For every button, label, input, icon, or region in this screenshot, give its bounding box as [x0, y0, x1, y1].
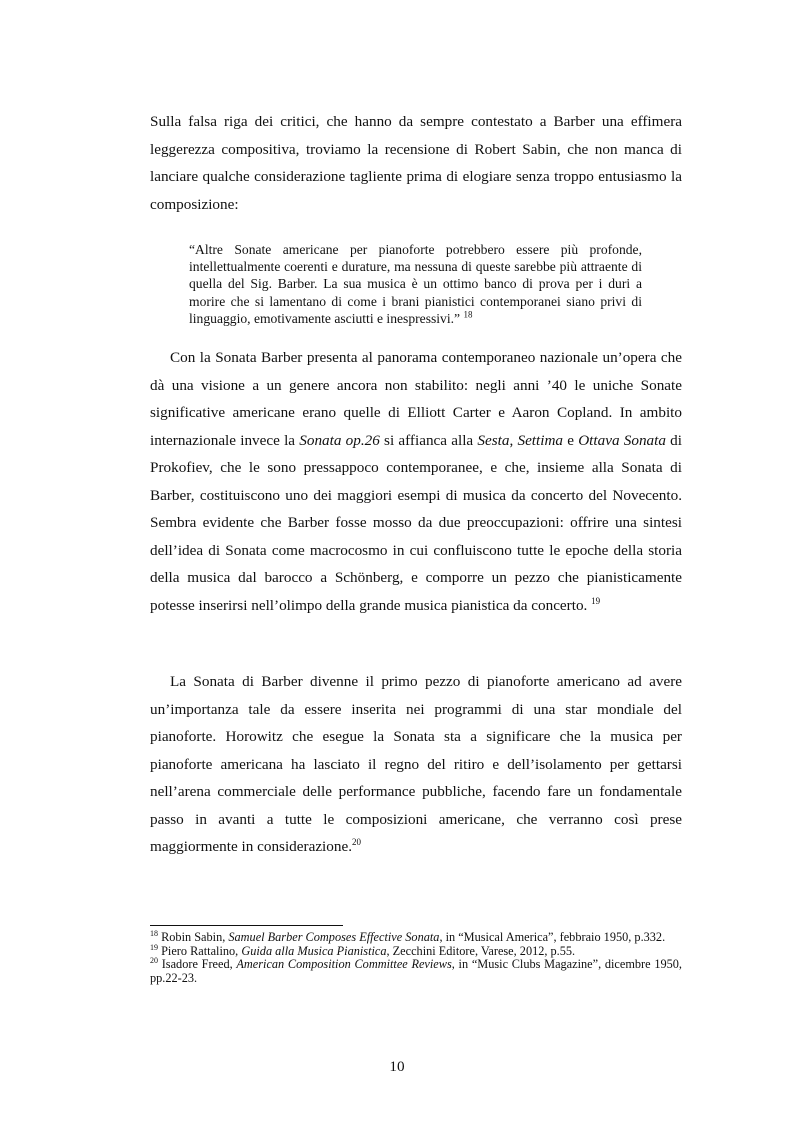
paragraph-sonata-context: [150, 344, 682, 619]
footnote-text: Piero Rattalino,: [158, 943, 242, 958]
p2-text-2: si affianca alla: [379, 431, 478, 449]
footnote-ref-20[interactable]: 20: [352, 836, 362, 847]
footnote-title: Samuel Barber Composes Effective Sonata: [228, 930, 440, 944]
footnote-text: Robin Sabin,: [158, 930, 229, 944]
p2-italic-sesta: Sesta: [477, 431, 510, 449]
p2-text-5: di Prokofiev, che le sono pressappoco contemporanee, e che, insieme alla Sonata di Barber, costituiscono uno dei maggiori esempi di musica da concerto del Novecento. Sembra evidente che Barber fosse mosso da due preoccupazioni: offrire una sintesi dell’idea di Sonata come macrocosmo in cui confluiscono tutte le epoche della storia della musica dal barocco a Schönberg, e comporre un pezzo che pianisticamente potesse inserirsi nell’olimpo della grande musica pianistica da concerto.: [150, 431, 682, 614]
footnote-title: American Composition Committee Reviews: [236, 957, 452, 972]
footnote-ref-18[interactable]: 18: [463, 309, 473, 320]
footnote-text: Isadore Freed,: [158, 957, 237, 972]
footnotes: [150, 928, 682, 985]
footnote-number: 19: [150, 942, 158, 952]
footnote-separator: [150, 925, 343, 926]
footnote-18: [150, 928, 682, 945]
quote-text: “Altre Sonate americane per pianoforte potrebbero essere più profonde, intellettualmente coerenti e durature, ma nessuna di queste sarebbe più attraente di quella del Sig. Barber. La sua musica è un ottimo banco di prova per i duri a morire che si lamentano di come i brani pianistici contemporanei siano privi di linguaggio, emotivamente asciutti e inespressivi.”: [189, 242, 642, 326]
page-number: 10: [389, 1058, 405, 1075]
footnote-ref-19[interactable]: 19: [591, 595, 601, 606]
paragraph-intro: Sulla falsa riga dei critici, che hanno da sempre contestato a Barber una effimera leggerezza compositiva, troviamo la recensione di Robert Sabin, che non manca di lanciare qualche considerazione tagliente prima di elogiare senza troppo entusiasmo la composizione:: [150, 113, 682, 213]
footnote-title: Guida alla Musica Pianistica: [241, 943, 387, 958]
p2-italic-ottava-sonata: Ottava Sonata: [578, 431, 666, 449]
footnote-text: , Zecchini Editore, Varese, 2012, p.55.: [386, 943, 576, 958]
paragraph-horowitz: [150, 668, 682, 861]
p3-text: La Sonata di Barber divenne il primo pezzo di pianoforte americano ad avere un’importanza tale da essere inserita nei programmi di una star mondiale del pianoforte. Horowitz che esegue la Sonata sta a significare che la musica per pianoforte americana ha lasciato il regno del ritiro e dell’isolamento per gettarsi nell’arena commerciale delle performance pubbliche, facendo fare un fondamentale passo in avanti a tutte le composizioni americane, che verranno così prese maggiormente in considerazione.: [150, 673, 682, 855]
p2-text-3: ,: [509, 431, 518, 449]
p2-text-4: e: [563, 431, 579, 449]
footnote-20: [150, 958, 682, 985]
p2-text-1: Con la Sonata Barber presenta al panorama contemporaneo nazionale un’opera che dà una visione a un genere ancora non stabilito: negli anni ’40 le uniche Sonate significative americane erano quelle di Elliott Carter e Aaron Copland. In ambito internazionale invece la: [150, 349, 682, 449]
block-quote: [189, 241, 642, 327]
footnote-number: 18: [150, 928, 158, 938]
p2-italic-settima: Settima: [517, 431, 564, 449]
footnote-text: , in “Musical America”, febbraio 1950, p.332.: [439, 930, 666, 944]
footnote-text: , in “Music Clubs Magazine”, dicembre 1950, pp.22-23.: [150, 957, 682, 985]
footnote-number: 20: [150, 956, 158, 966]
p2-italic-sonata-op26: Sonata op.26: [299, 431, 380, 449]
